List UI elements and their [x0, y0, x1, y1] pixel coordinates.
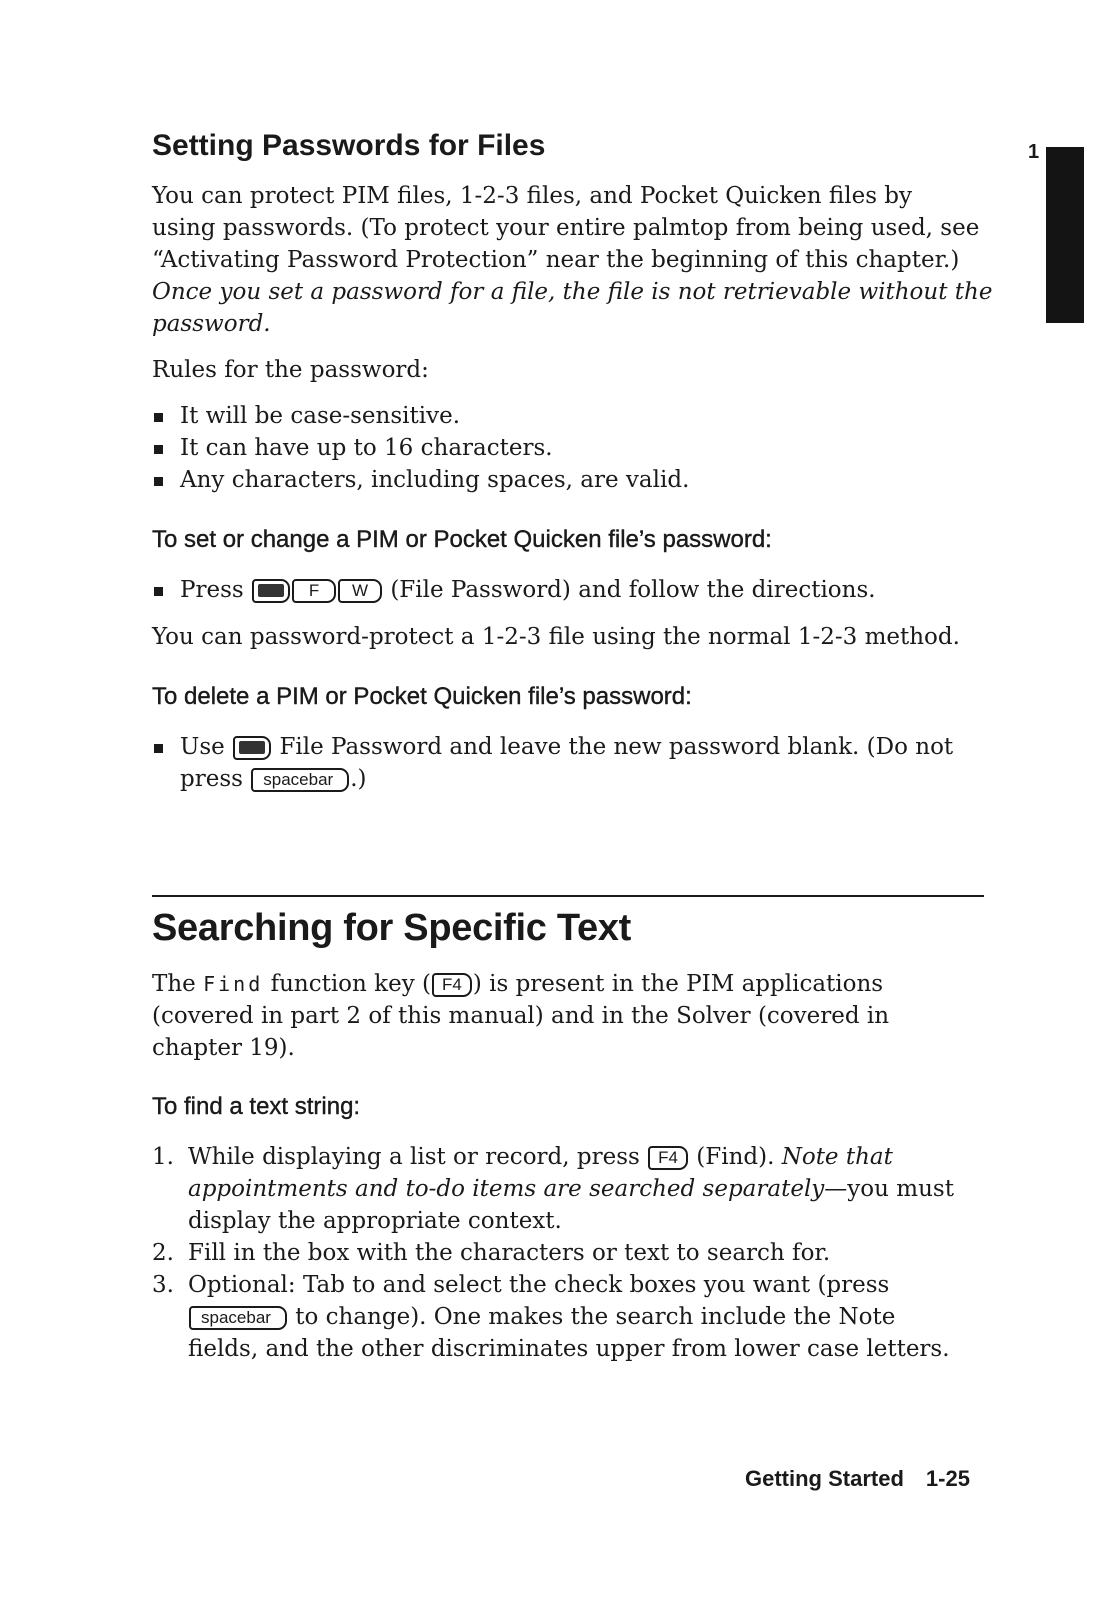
step-number: 3. [152, 1272, 174, 1298]
intro-line: chapter 19). [152, 1035, 295, 1061]
step-line2-suffix: .) [350, 766, 367, 792]
bullet-icon [154, 477, 163, 486]
section-title-setting-passwords: Setting Passwords for Files [152, 129, 546, 162]
step-text: to change). One makes the search include the Note [295, 1304, 896, 1330]
chapter-tab-marker [1046, 147, 1084, 323]
list-item [152, 400, 992, 432]
menu-key-icon [252, 579, 290, 603]
step-suffix: (File Password) and follow the directions. [390, 577, 876, 603]
section2-intro [152, 968, 982, 1064]
list-item [152, 432, 992, 464]
footer-page-number: 1-25 [925, 1466, 970, 1491]
page-footer [745, 1465, 970, 1493]
list-item [152, 574, 992, 606]
step-line2-prefix: press [180, 766, 243, 792]
step-text: —you must [824, 1176, 954, 1202]
find-text-heading: To find a text string: [152, 1093, 361, 1120]
find-lcd-label: Find [203, 972, 264, 996]
password-rules-list [152, 400, 992, 496]
list-item [152, 1237, 992, 1269]
delete-password-heading: To delete a PIM or Pocket Quicken file’s password: [152, 683, 692, 710]
section-title-searching: Searching for Specific Text [152, 907, 631, 949]
list-item [152, 1269, 992, 1365]
section1-intro [152, 180, 993, 340]
list-item [152, 464, 992, 496]
step-text: Optional: Tab to and select the check boxes you want (press [188, 1272, 890, 1298]
step-number: 1. [152, 1144, 174, 1170]
step-italic: appointments and to-do items are searched separately [188, 1176, 825, 1202]
intro-line: using passwords. (To protect your entire palmtop from being used, see [152, 215, 980, 241]
rule-text: Any characters, including spaces, are valid. [180, 467, 690, 493]
w-key: W [338, 579, 382, 603]
spacebar-key: spacebar [189, 1306, 287, 1330]
intro-line: (covered in part 2 of this manual) and in the Solver (covered in [152, 1003, 890, 1029]
bullet-icon [154, 445, 163, 454]
step-prefix: Use [180, 734, 225, 760]
intro-post: ) is present in the PIM applications [472, 971, 884, 997]
set-password-note: You can password-protect a 1-2-3 file using the normal 1-2-3 method. [152, 624, 960, 650]
f4-key: F4 [432, 973, 472, 997]
step-italic: Note that [781, 1144, 893, 1170]
intro-mid: function key ( [270, 971, 431, 997]
find-steps-list [152, 1141, 992, 1365]
step-line1-suffix: File Password and leave the new password blank. (Do not [279, 734, 954, 760]
intro-line: You can protect PIM files, 1-2-3 files, and Pocket Quicken files by [152, 183, 913, 209]
bullet-icon [154, 587, 163, 596]
step-number: 2. [152, 1240, 174, 1266]
spacebar-key: spacebar [251, 768, 349, 792]
set-password-steps [152, 574, 992, 606]
step-text: While displaying a list or record, press [188, 1144, 640, 1170]
f-key: F [292, 579, 336, 603]
step-text: (Find). [696, 1144, 775, 1170]
set-password-heading: To set or change a PIM or Pocket Quicken file’s password: [152, 526, 772, 553]
rule-text: It can have up to 16 characters. [180, 435, 553, 461]
intro-italic-line: Once you set a password for a file, the file is not retrievable without the [152, 279, 993, 305]
menu-key-icon [233, 736, 271, 760]
bullet-icon [154, 413, 163, 422]
list-item [152, 1141, 992, 1237]
footer-chapter-title: Getting Started [745, 1466, 904, 1491]
rule-text: It will be case-sensitive. [180, 403, 461, 429]
chapter-number: 1 [1028, 141, 1040, 163]
bullet-icon [154, 744, 163, 753]
intro-italic-line: password. [152, 311, 271, 337]
intro-pre: The [152, 971, 196, 997]
section-divider [152, 895, 984, 897]
step-text: display the appropriate context. [188, 1208, 562, 1234]
delete-password-steps [152, 731, 992, 795]
list-item [152, 731, 992, 795]
step-text: Fill in the box with the characters or text to search for. [188, 1240, 831, 1266]
f4-key: F4 [648, 1146, 688, 1170]
rules-label: Rules for the password: [152, 357, 429, 383]
intro-line: “Activating Password Protection” near the beginning of this chapter.) [152, 247, 960, 273]
step-text: fields, and the other discriminates upper from lower case letters. [188, 1336, 950, 1362]
step-prefix: Press [180, 577, 244, 603]
